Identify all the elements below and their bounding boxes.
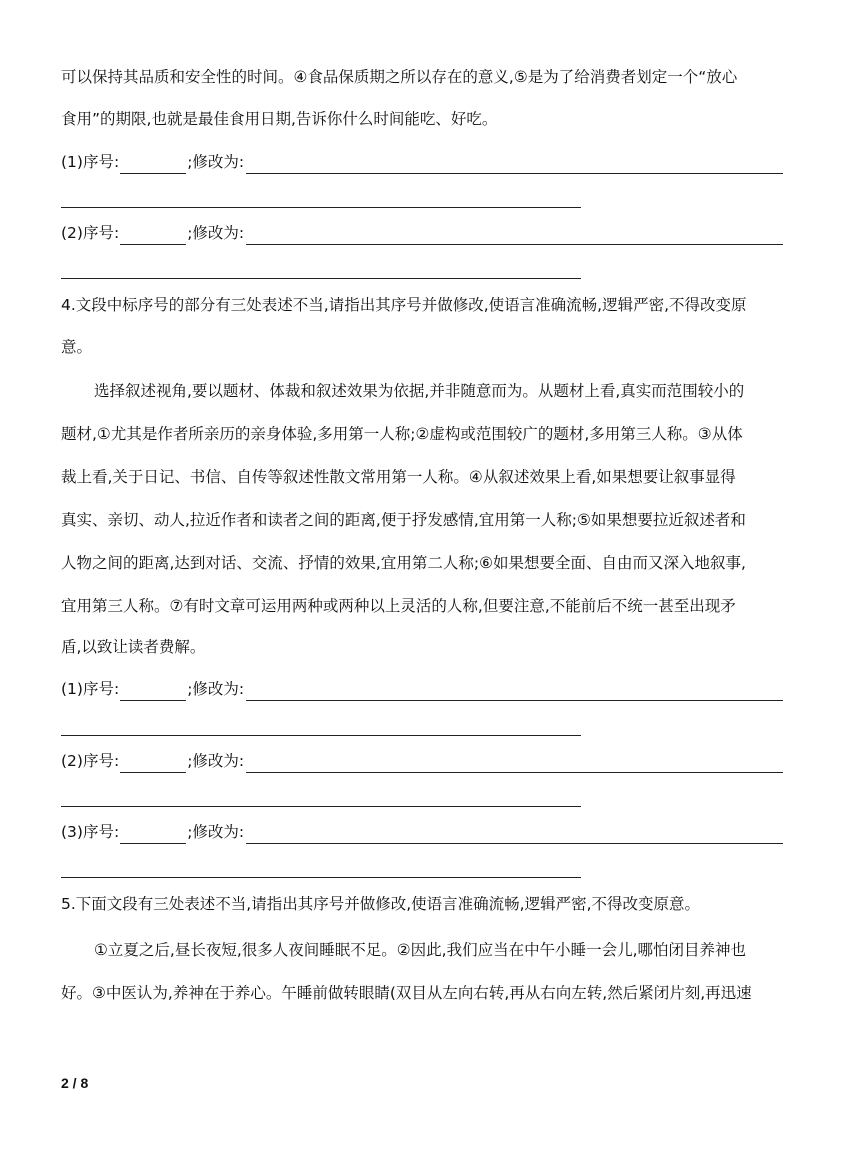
q4-answer-row-1: (1) 序号: ;修改为:: [61, 677, 783, 701]
intro-line-2: 食用”的期限,也就是最佳食用日期,告诉你什么时间能吃、好吃。: [61, 110, 498, 128]
q4-answer-row-3: (3) 序号: ;修改为:: [61, 820, 783, 844]
seq-blank[interactable]: [120, 825, 186, 844]
fix-blank[interactable]: [246, 226, 783, 245]
q4-para-line-4: 真实、亲切、动人,拉近作者和读者之间的距离,便于抒发感情,宜用第一人称;⑤如果想要拉近叙述者和: [61, 511, 746, 529]
page-number: 2 / 8: [61, 1075, 89, 1091]
q3-answer-row-1: (1) 序号: ;修改为:: [61, 150, 783, 174]
fix-blank[interactable]: [246, 825, 783, 844]
fix-blank-continuation[interactable]: [61, 877, 581, 878]
fix-blank-continuation[interactable]: [61, 806, 581, 807]
q3-answer-row-2: (2) 序号: ;修改为:: [61, 221, 783, 245]
q5-para-line-2: 好。③中医认为,养神在于养心。午睡前做转眼睛(双目从左向右转,再从右向左转,然后紧闭片刻,再迅速: [61, 984, 752, 1002]
q5-stem: 5.下面文段有三处表述不当,请指出其序号并做修改,使语言准确流畅,逻辑严密,不得改变原意。: [61, 895, 700, 913]
q4-para-line-5: 人物之间的距离,达到对话、交流、抒情的效果,宜用第二人称;⑥如果想要全面、自由而又深入地叙事,: [61, 554, 746, 572]
q4-para-line-1: 选择叙述视角,要以题材、体裁和叙述效果为依据,并非随意而为。从题材上看,真实而范围较小的: [94, 382, 745, 400]
intro-line-1: 可以保持其品质和安全性的时间。④食品保质期之所以存在的意义,⑤是为了给消费者划定一个“放心: [61, 68, 738, 86]
seq-blank[interactable]: [120, 682, 186, 701]
q4-para-line-2: 题材,①尤其是作者所亲历的亲身体验,多用第一人称;②虚构或范围较广的题材,多用第三人称。③从体: [61, 425, 743, 443]
q4-para-line-6: 宜用第三人称。⑦有时文章可运用两种或两种以上灵活的人称,但要注意,不能前后不统一甚至出现矛: [61, 597, 736, 615]
q4-para-line-7: 盾,以致让读者费解。: [61, 638, 206, 656]
seq-blank[interactable]: [120, 226, 186, 245]
fix-blank-continuation[interactable]: [61, 278, 581, 279]
q4-para-line-3: 裁上看,关于日记、书信、自传等叙述性散文常用第一人称。④从叙述效果上看,如果想要让叙事显得: [61, 468, 736, 486]
fix-blank[interactable]: [246, 155, 783, 174]
q5-para-line-1: ①立夏之后,昼长夜短,很多人夜间睡眠不足。②因此,我们应当在中午小睡一会儿,哪怕闭目养神也: [94, 941, 747, 959]
q4-stem-1: 4.文段中标序号的部分有三处表述不当,请指出其序号并做修改,使语言准确流畅,逻辑严密,不得改变原: [61, 296, 747, 314]
q4-stem-2: 意。: [61, 338, 93, 356]
seq-blank[interactable]: [120, 754, 186, 773]
fix-blank[interactable]: [246, 754, 783, 773]
q4-answer-row-2: (2) 序号: ;修改为:: [61, 749, 783, 773]
fix-blank-continuation[interactable]: [61, 735, 581, 736]
fix-blank-continuation[interactable]: [61, 207, 581, 208]
fix-blank[interactable]: [246, 682, 783, 701]
seq-blank[interactable]: [120, 155, 186, 174]
